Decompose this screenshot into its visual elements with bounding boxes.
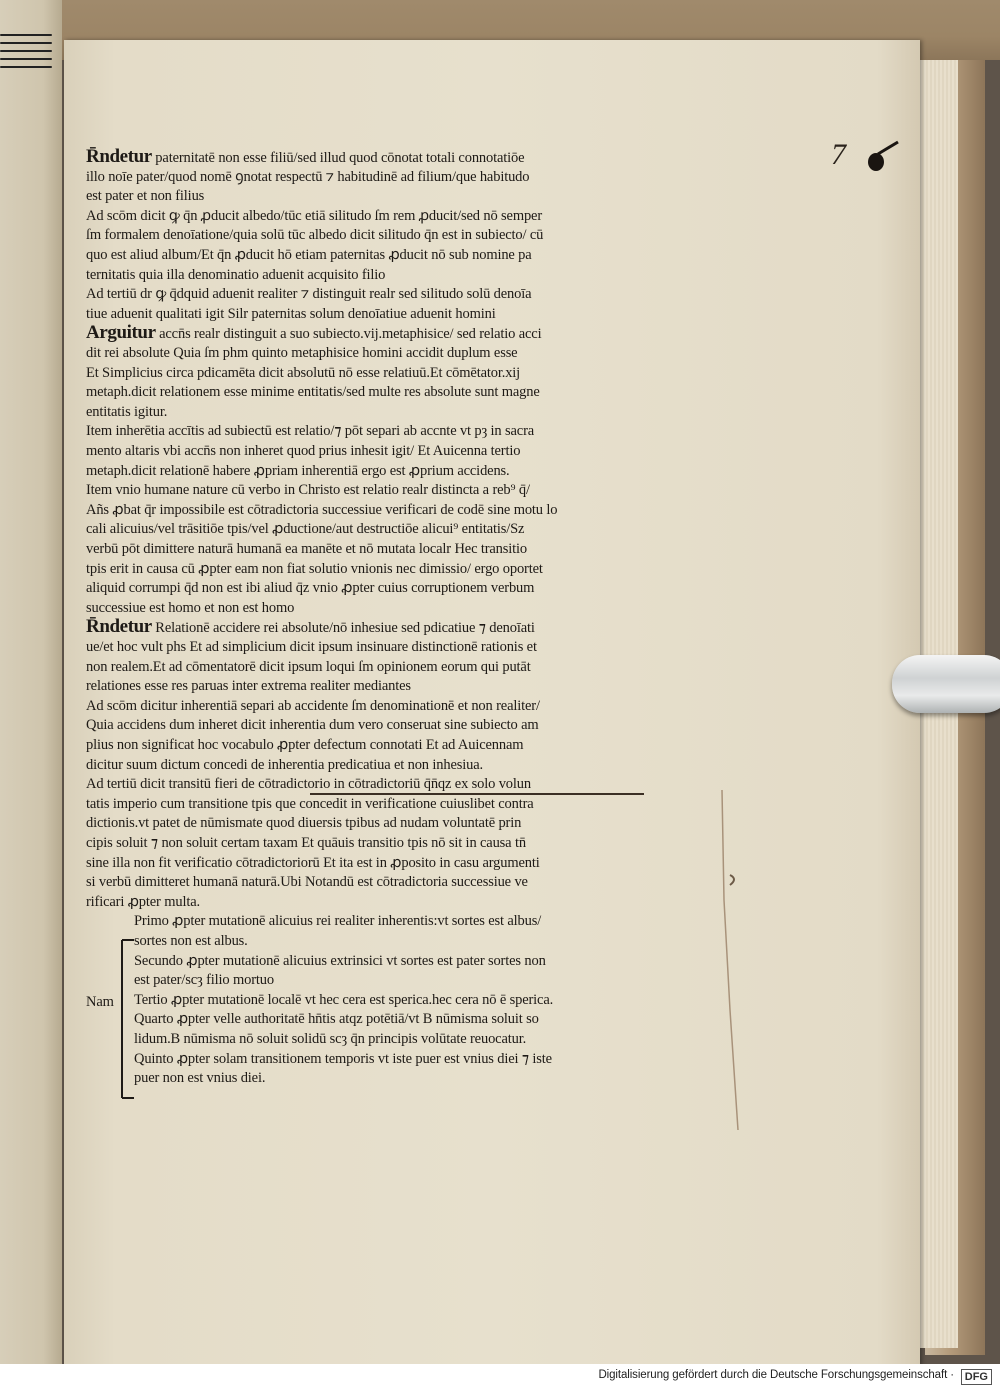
dfg-logo: DFG [961, 1369, 992, 1385]
list-item-line: est pater/scȝ filio mortuo [134, 972, 274, 989]
line-text: quo est aliud album/Et q̄n ꝓducit hō etiam paternitas ꝓducit nō sub nomine pa [86, 247, 532, 263]
line-text: dictionis.vt patet de nūmismate quod diuersis tpibus ad nudam voluntatē prin [86, 815, 522, 832]
line-text: sine illa non fit verificatio cōtradictoriorū Et ita est in ꝓposito in casu argumenti [86, 854, 540, 871]
footer-bar [0, 1364, 1000, 1392]
line-text: cali alicuius/vel trāsitiōe tpis/vel ꝓductione/aut destructiōe alicui⁹ entitatis/Sz [86, 521, 525, 538]
line-text: tpis erit in causa cū ꝓpter eam non fiat solutio vnionis nec dimissio/ ergo oportet [86, 560, 543, 577]
list-item-line: puer non est vnius diei. [134, 1070, 266, 1087]
line-text: plius non significat hoc vocabulo ꝓpter defectum connotati Et ad Auicennam [86, 737, 524, 753]
initial-word: Arguitur [86, 322, 156, 344]
line-text: ſm formalem denoīatione/quia solū tūc albedo dicit silitudo q̄n est in subiecto/ cū [86, 227, 544, 244]
initial-word: R̄ndetur [86, 146, 152, 167]
line-text: successiue est homo et non est homo [86, 599, 295, 616]
line-text: Ad scōm dicitur inherentiā separi ab accidente ſm denominationē et non realiter/ [86, 697, 540, 714]
line-text: tatis imperio cum transitione tpis que concedit in verificatione cuiuslibet contra [86, 795, 534, 812]
line-text: si verbū dimitteret humanā naturā.Ubi Notandū est cōtradictoria successiue ve [86, 874, 528, 891]
line-text: dicitur suum dictum concedi de inherentia predicatiua et non inhesiua. [86, 756, 483, 773]
line-text: mento altaris vbi accn̄s non inheret quod prius inhesit igit/ Et Auicenna tertio [86, 443, 521, 459]
line-text: aliquid corrumpi q̄d non est ibi aliud q̄z vnio ꝓpter cuius corruptionem verbum [86, 580, 535, 597]
line-text: illo noīe pater/quod nomē ꝯnotat respectū ⁊ habitudinē ad filium/que habitudo [86, 168, 530, 185]
line-text: entitatis igitur. [86, 403, 168, 420]
line-text: paternitatē non esse filiū/sed illud quod cōnotat totali connotatiōe [151, 150, 525, 166]
initial-word: R̄ndetur [86, 616, 152, 638]
paperclip [892, 655, 1000, 713]
list-item-line: sortes non est albus. [134, 933, 248, 949]
list-item-line: Tertio ꝓpter mutationē localē vt hec cera est sperica.hec cera nō ē sperica. [134, 991, 554, 1008]
line-text: verbū pōt dimittere naturā humanā ea manēte et nō mutata localr Hec transitio [86, 541, 527, 557]
funding-credit: Digitalisierung gefördert durch die Deutsche Forschungsgemeinschaft · [598, 1369, 954, 1381]
list-item-line: Quarto ꝓpter velle authoritatē hn̄tis atqz potētiā/vt B nūmisma soluit so [134, 1011, 539, 1028]
line-text: Item inherētia accītis ad subiectū est relatio/⁊ pōt separi ab accnte vt pȝ in sacra [86, 423, 535, 440]
line-text: metaph.dicit relationem esse minime entitatis/sed multe res absolute sunt magne [86, 384, 540, 401]
line-text: Quia accidens dum inheret dicit inherentia dum vero conseruat sine subiecto am [86, 717, 539, 734]
line-text: Relationē accidere rei absolute/nō inhesiue sed pdicatiue ⁊ denoīati [151, 620, 535, 637]
line-text: Ad tertiū dr ꝙ q̄dquid aduenit realiter ⁊ distinguit realr sed silitudo solū denoīa [86, 286, 532, 303]
list-lead: Nam [86, 993, 114, 1010]
line-text: est pater et non filius [86, 188, 205, 205]
line-text: ternitatis quia illa denominatio aduenit acquisito filio [86, 266, 386, 283]
line-text: Ad scōm dicit ꝙ q̄n ꝓducit albedo/tūc etiā silitudo ſm rem ꝓducit/sed nō semper [86, 207, 543, 224]
line-text: dit rei absolute Quia ſm phm quinto metaphisice homini accidit duplum esse [86, 345, 518, 361]
line-text: Item vnio humane nature cū verbo in Christo est relatio realr distincta a reb⁹ q̄/ [86, 482, 530, 499]
list-item-line: Primo ꝓpter mutationē alicuius rei realiter inherentis:vt sortes est albus/ [134, 913, 542, 930]
line-text: Ad tertiū dicit transitū fieri de cōtradictorio in cōtradictoriū q̄n̄qz ex solo volun [86, 776, 531, 793]
line-text: rificari ꝓpter multa. [86, 893, 200, 910]
line-text: cipis soluit ⁊ non soluit certam taxam Et quāuis transitio tpis nō sit in causa tn̄ [86, 835, 526, 851]
folio-number: 7 [831, 138, 846, 171]
line-text: ue/et hoc vult phs Et ad simplicium dicit ipsum insinuare distinctionē rationis et [86, 639, 537, 655]
list-item-line: Secundo ꝓpter mutationē alicuius extrinsici vt sortes est pater sortes non [134, 952, 546, 969]
list-item-line: Quinto ꝓpter solam transitionem temporis vt iste puer est vnius diei ⁊ iste [134, 1050, 552, 1067]
line-text: Et Simplicius circa pdicamēta dicit absolutū nō esse relatiuū.Et cōmētator.xij [86, 364, 521, 381]
line-text: metaph.dicit relationē habere ꝓpriam inherentiā ergo est ꝓprium accidens. [86, 462, 510, 479]
line-text: Añs ꝓbat q̄r impossibile est cōtradictoria successiue verificari de codē sine motu lo [86, 501, 558, 518]
line-text: non realem.Et ad cōmentatorē dicit ipsum loqui ſm opinionem eorum qui putāt [86, 658, 531, 675]
list-item-line: lidum.B nūmisma nō soluit solidū scȝ q̄n principis volūtate reuocatur. [134, 1031, 527, 1047]
line-text: tiue aduenit qualitati igit Silr paternitas solum denoīatiue aduenit homini [86, 305, 496, 322]
line-text: accn̄s realr distinguit a suo subiecto.vij.metaphisice/ sed relatio acci [155, 326, 542, 343]
line-text: relationes esse res paruas inter extrema realiter mediantes [86, 678, 411, 695]
